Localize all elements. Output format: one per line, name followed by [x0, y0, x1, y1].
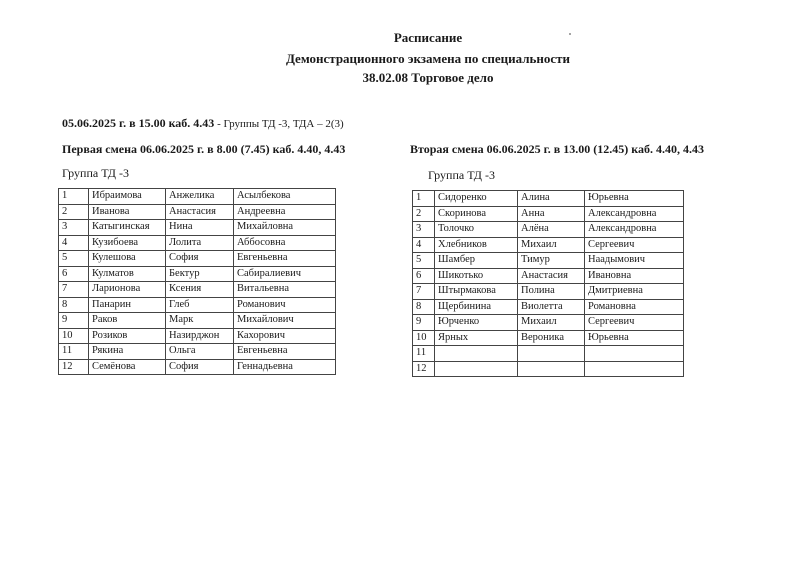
cell-first-name: Тимур [518, 253, 585, 269]
cell-surname: Ибраимова [89, 189, 166, 205]
cell-number: 11 [413, 346, 435, 362]
cell-patronymic: Евгеньевна [234, 344, 336, 360]
cell-surname: Кузибоева [89, 235, 166, 251]
cell-surname: Иванова [89, 204, 166, 220]
table-row [413, 206, 684, 222]
shift1-group-label: Группа ТД -3 [62, 166, 129, 180]
cell-patronymic: Юрьевна [585, 330, 684, 346]
cell-first-name: Михаил [518, 237, 585, 253]
cell-number: 5 [59, 251, 89, 267]
document-title: Расписание [393, 30, 463, 45]
cell-surname: Шамбер [435, 253, 518, 269]
cell-first-name: Марк [166, 313, 234, 329]
table-row [59, 344, 336, 360]
shift1-heading: Первая смена 06.06.2025 г. в 8.00 (7.45) каб. 4.40, 4.43 [62, 142, 346, 156]
table-row [59, 266, 336, 282]
cell-patronymic: Михайловна [234, 220, 336, 236]
cell-patronymic: Кахорович [234, 328, 336, 344]
cell-first-name: Глеб [166, 297, 234, 313]
cell-surname: Сидоренко [435, 191, 518, 207]
cell-first-name: Лолита [166, 235, 234, 251]
table-row [59, 359, 336, 375]
cell-number: 1 [59, 189, 89, 205]
cell-first-name: Нина [166, 220, 234, 236]
table-row [413, 330, 684, 346]
table-row [413, 361, 684, 377]
cell-surname: Ларионова [89, 282, 166, 298]
cell-surname: Штырмакова [435, 284, 518, 300]
cell-number: 9 [413, 315, 435, 331]
cell-patronymic: Андреевна [234, 204, 336, 220]
cell-patronymic: Аббосовна [234, 235, 336, 251]
cell-first-name: Бектур [166, 266, 234, 282]
cell-surname: Кулматов [89, 266, 166, 282]
cell-surname: Юрченко [435, 315, 518, 331]
cell-number: 3 [413, 222, 435, 238]
session-date-time: 05.06.2025 г. в 15.00 каб. 4.43 [62, 116, 215, 130]
cell-patronymic: Романович [234, 297, 336, 313]
cell-patronymic: Витальевна [234, 282, 336, 298]
cell-patronymic: Александровна [585, 206, 684, 222]
cell-patronymic: Александровна [585, 222, 684, 238]
cell-patronymic: Михайлович [234, 313, 336, 329]
specialty-line: 38.02.08 Торговое дело [362, 70, 494, 85]
cell-surname: Розиков [89, 328, 166, 344]
cell-number: 10 [413, 330, 435, 346]
cell-surname [435, 346, 518, 362]
cell-first-name: Ксения [166, 282, 234, 298]
cell-number: 8 [413, 299, 435, 315]
table-row [59, 328, 336, 344]
cell-first-name: Ольга [166, 344, 234, 360]
cell-number: 6 [59, 266, 89, 282]
cell-number: 2 [59, 204, 89, 220]
cell-number: 4 [413, 237, 435, 253]
shift1-student-table [58, 188, 336, 375]
cell-patronymic: Асылбекова [234, 189, 336, 205]
cell-patronymic: Сергеевич [585, 237, 684, 253]
cell-number: 8 [59, 297, 89, 313]
cell-first-name: Алина [518, 191, 585, 207]
table-row [413, 191, 684, 207]
shift2-group-label: Группа ТД -3 [428, 168, 495, 182]
cell-first-name: Анастасия [166, 204, 234, 220]
cell-surname: Ярных [435, 330, 518, 346]
cell-first-name: Полина [518, 284, 585, 300]
cell-first-name: Алёна [518, 222, 585, 238]
table-row [413, 299, 684, 315]
shift2-heading: Вторая смена 06.06.2025 г. в 13.00 (12.45) каб. 4.40, 4.43 [410, 142, 704, 156]
cell-patronymic: Наадымович [585, 253, 684, 269]
table-row [59, 297, 336, 313]
cell-first-name: Анна [518, 206, 585, 222]
cell-surname: Хлебников [435, 237, 518, 253]
cell-number: 2 [413, 206, 435, 222]
cell-first-name: София [166, 359, 234, 375]
cell-patronymic: Сабиралиевич [234, 266, 336, 282]
cell-number: 12 [59, 359, 89, 375]
cell-first-name: Михаил [518, 315, 585, 331]
cell-number: 10 [59, 328, 89, 344]
table-row [413, 346, 684, 362]
cell-surname: Семёнова [89, 359, 166, 375]
cell-first-name: Назирджон [166, 328, 234, 344]
table-row [413, 253, 684, 269]
cell-surname: Скоринова [435, 206, 518, 222]
table-row [59, 251, 336, 267]
cell-patronymic [585, 346, 684, 362]
cell-number: 4 [59, 235, 89, 251]
cell-surname: Панарин [89, 297, 166, 313]
table-row [413, 268, 684, 284]
cell-surname: Толочко [435, 222, 518, 238]
cell-first-name [518, 361, 585, 377]
cell-patronymic [585, 361, 684, 377]
cell-patronymic: Геннадьевна [234, 359, 336, 375]
cell-patronymic: Сергеевич [585, 315, 684, 331]
table-row [413, 315, 684, 331]
shift2-student-table [412, 190, 684, 377]
cell-surname: Щербинина [435, 299, 518, 315]
cell-patronymic: Дмитриевна [585, 284, 684, 300]
cell-number: 1 [413, 191, 435, 207]
cell-patronymic: Романовна [585, 299, 684, 315]
document-subtitle: Демонстрационного экзамена по специальности [285, 51, 571, 66]
table-row [413, 284, 684, 300]
cell-number: 3 [59, 220, 89, 236]
table-row [59, 235, 336, 251]
cell-number: 5 [413, 253, 435, 269]
cell-number: 9 [59, 313, 89, 329]
table-row [413, 222, 684, 238]
cell-surname: Рякина [89, 344, 166, 360]
cell-number: 6 [413, 268, 435, 284]
cell-number: 7 [59, 282, 89, 298]
cell-first-name: Анжелика [166, 189, 234, 205]
cell-first-name: Вероника [518, 330, 585, 346]
session-groups: - Группы ТД -3, ТДА – 2(3) [214, 118, 344, 130]
cell-surname [435, 361, 518, 377]
table-row [59, 220, 336, 236]
cell-number: 11 [59, 344, 89, 360]
table-row [413, 237, 684, 253]
cell-patronymic: Юрьевна [585, 191, 684, 207]
cell-surname: Кулешова [89, 251, 166, 267]
cell-patronymic: Ивановна [585, 268, 684, 284]
session-line [62, 116, 344, 131]
cell-surname: Катыгинская [89, 220, 166, 236]
cell-first-name: София [166, 251, 234, 267]
table-row [59, 313, 336, 329]
cell-number: 7 [413, 284, 435, 300]
cell-first-name: Анастасия [518, 268, 585, 284]
cell-patronymic: Евгеньевна [234, 251, 336, 267]
cell-surname: Раков [89, 313, 166, 329]
table-row [59, 189, 336, 205]
cell-number: 12 [413, 361, 435, 377]
table-row [59, 282, 336, 298]
cell-first-name [518, 346, 585, 362]
cell-first-name: Виолетта [518, 299, 585, 315]
cell-surname: Шикотько [435, 268, 518, 284]
table-row [59, 204, 336, 220]
